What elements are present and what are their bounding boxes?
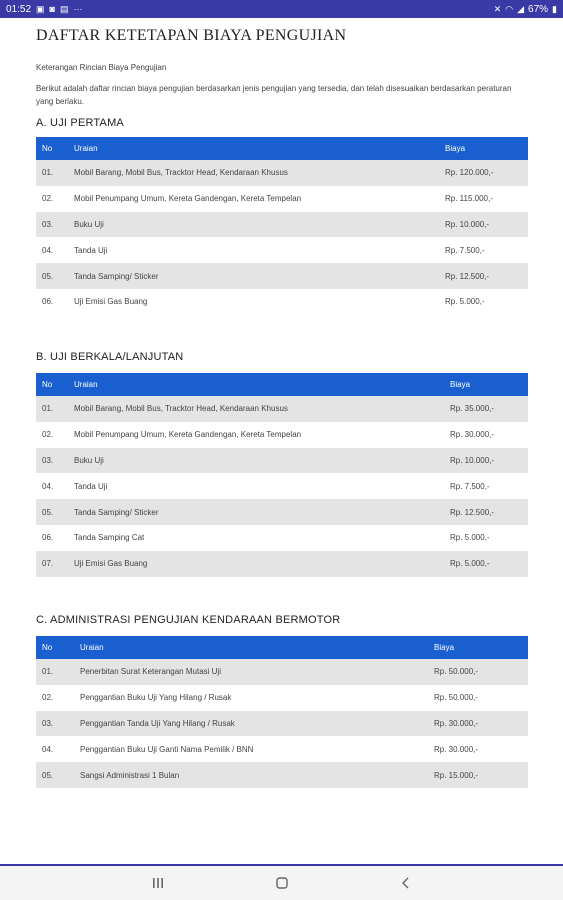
- signal-icon: ◢: [517, 4, 525, 14]
- row-price: Rp. 15.000,-: [434, 762, 528, 788]
- row-description: Tanda Samping/ Sticker: [74, 499, 450, 525]
- row-description: Sangsi Administrasi 1 Bulan: [80, 762, 434, 788]
- section-a-title: A. UJI PERTAMA: [36, 117, 124, 129]
- row-price: Rp. 12.500,-: [445, 263, 528, 289]
- home-button[interactable]: [270, 874, 294, 892]
- row-price: Rp. 10.000,-: [450, 448, 528, 474]
- row-number: 02.: [42, 693, 54, 703]
- row-number: 02.: [42, 194, 54, 204]
- row-description: Tanda Samping Cat: [74, 533, 145, 543]
- column-header-no: No: [36, 137, 74, 160]
- row-description: Tanda Samping/ Sticker: [74, 263, 445, 289]
- table-row: [36, 473, 528, 499]
- status-bar: [0, 0, 563, 18]
- status-time: 01:52: [6, 3, 32, 15]
- row-description: Buku Uji: [74, 448, 450, 474]
- table-row: [36, 525, 528, 551]
- row-price: Rp. 115.000,-: [445, 194, 493, 204]
- battery-icon: ▮: [552, 4, 557, 14]
- table-row: [36, 186, 528, 212]
- more-notifications-icon: ···: [73, 4, 83, 14]
- row-description: Penggantian Tanda Uji Yang Hilang / Rusak: [80, 711, 434, 737]
- recents-icon: [152, 877, 164, 889]
- row-price: Rp. 30.000,-: [434, 711, 528, 737]
- table-row: [36, 685, 528, 711]
- table-row: [36, 659, 528, 685]
- row-description: Uji Emisi Gas Buang: [74, 551, 450, 577]
- table-row: [36, 212, 528, 238]
- back-button[interactable]: [394, 874, 418, 892]
- table-row: [36, 422, 528, 448]
- row-number: 01.: [36, 396, 74, 422]
- row-description: Mobil Penumpang Umum, Kereta Gandengan, Kereta Tempelan: [74, 430, 302, 440]
- row-price: Rp. 7.500,-: [450, 481, 490, 491]
- row-description: Uji Emisi Gas Buang: [74, 297, 148, 307]
- column-header-uraian: Uraian: [80, 636, 434, 659]
- table-row: [36, 711, 528, 737]
- mute-icon: ✕: [493, 4, 502, 14]
- row-description: Tanda Uji: [74, 245, 108, 255]
- row-price: Rp. 120.000,-: [445, 160, 528, 186]
- table-row: [36, 263, 528, 289]
- section-b-title: B. UJI BERKALA/LANJUTAN: [36, 351, 184, 363]
- fee-table-uji-berkala: [36, 373, 528, 577]
- column-header-no: No: [36, 373, 74, 396]
- row-price: Rp. 5.000,-: [445, 297, 485, 307]
- table-header-row: [36, 373, 528, 396]
- row-price: Rp. 50.000,-: [434, 659, 528, 685]
- row-number: 01.: [36, 160, 74, 186]
- row-number: 04.: [42, 744, 54, 754]
- table-row: [36, 762, 528, 788]
- lock-notification-icon: ▤: [59, 4, 69, 14]
- row-number: 06.: [42, 533, 54, 543]
- row-number: 02.: [42, 430, 54, 440]
- recents-button[interactable]: [146, 874, 170, 892]
- row-number: 04.: [42, 481, 54, 491]
- row-number: 01.: [36, 659, 80, 685]
- column-header-biaya: Biaya: [450, 373, 528, 396]
- row-description: Penggantian Buku Uji Yang Hilang / Rusak: [80, 693, 232, 703]
- row-number: 04.: [42, 245, 54, 255]
- row-price: Rp. 5.000,-: [450, 533, 490, 543]
- page-title: DAFTAR KETETAPAN BIAYA PENGUJIAN: [36, 27, 347, 44]
- row-price: Rp. 10.000,-: [445, 212, 528, 238]
- column-header-uraian: Uraian: [74, 373, 450, 396]
- table-row: [36, 289, 528, 315]
- battery-level: 67%: [528, 3, 549, 15]
- row-price: Rp. 35.000,-: [450, 396, 528, 422]
- row-description: Tanda Uji: [74, 481, 108, 491]
- row-number: 05.: [36, 762, 80, 788]
- row-number: 03.: [36, 212, 74, 238]
- row-description: Penggantian Buku Uji Ganti Nama Pemilik / BNN: [80, 744, 254, 754]
- table-row: [36, 448, 528, 474]
- column-header-no: No: [36, 636, 80, 659]
- row-description: Mobil Penumpang Umum, Kereta Gandengan, Kereta Tempelan: [74, 194, 302, 204]
- table-row: [36, 396, 528, 422]
- table-row: [36, 237, 528, 263]
- page-subtitle: Keterangan Rincian Biaya Pengujian: [36, 63, 167, 72]
- row-price: Rp. 30.000,-: [450, 430, 495, 440]
- row-price: Rp. 7.500,-: [445, 245, 485, 255]
- back-icon: [400, 877, 412, 889]
- table-row: [36, 160, 528, 186]
- intro-text: Berikut adalah daftar rincian biaya pengujian berdasarkan jenis pengujian yang tersedia, dan telah disesuaikan berdasarkan peraturan yang berlaku.: [36, 84, 512, 106]
- row-number: 03.: [36, 448, 74, 474]
- row-number: 06.: [42, 297, 54, 307]
- row-price: Rp. 12.500,-: [450, 499, 528, 525]
- gallery-notification-icon: ▣: [36, 4, 45, 14]
- row-description: Buku Uji: [74, 212, 445, 238]
- wifi-icon: ◠: [505, 4, 514, 14]
- row-number: 05.: [36, 263, 74, 289]
- row-number: 05.: [36, 499, 74, 525]
- home-icon: [276, 877, 288, 889]
- camera-notification-icon: ◙: [49, 4, 55, 14]
- section-c-title: C. ADMINISTRASI PENGUJIAN KENDARAAN BERMOTOR: [36, 614, 341, 626]
- row-description: Penerbitan Surat Keterangan Mutasi Uji: [80, 659, 434, 685]
- row-number: 07.: [36, 551, 74, 577]
- row-number: 03.: [36, 711, 80, 737]
- column-header-biaya: Biaya: [445, 137, 528, 160]
- row-description: Mobil Barang, Mobil Bus, Tracktor Head, Kendaraan Khusus: [74, 396, 450, 422]
- row-price: Rp. 30.000,-: [434, 744, 479, 754]
- table-row: [36, 551, 528, 577]
- table-header-row: [36, 636, 528, 659]
- row-price: Rp. 5.000,-: [450, 551, 528, 577]
- row-description: Mobil Barang, Mobil Bus, Tracktor Head, Kendaraan Khusus: [74, 160, 445, 186]
- navigation-bar: [0, 864, 563, 900]
- row-price: Rp. 50.000,-: [434, 693, 479, 703]
- fee-table-uji-pertama: [36, 137, 528, 315]
- fee-table-administrasi: [36, 636, 528, 788]
- column-header-uraian: Uraian: [74, 137, 445, 160]
- table-row: [36, 736, 528, 762]
- table-row: [36, 499, 528, 525]
- table-header-row: [36, 137, 528, 160]
- column-header-biaya: Biaya: [434, 636, 528, 659]
